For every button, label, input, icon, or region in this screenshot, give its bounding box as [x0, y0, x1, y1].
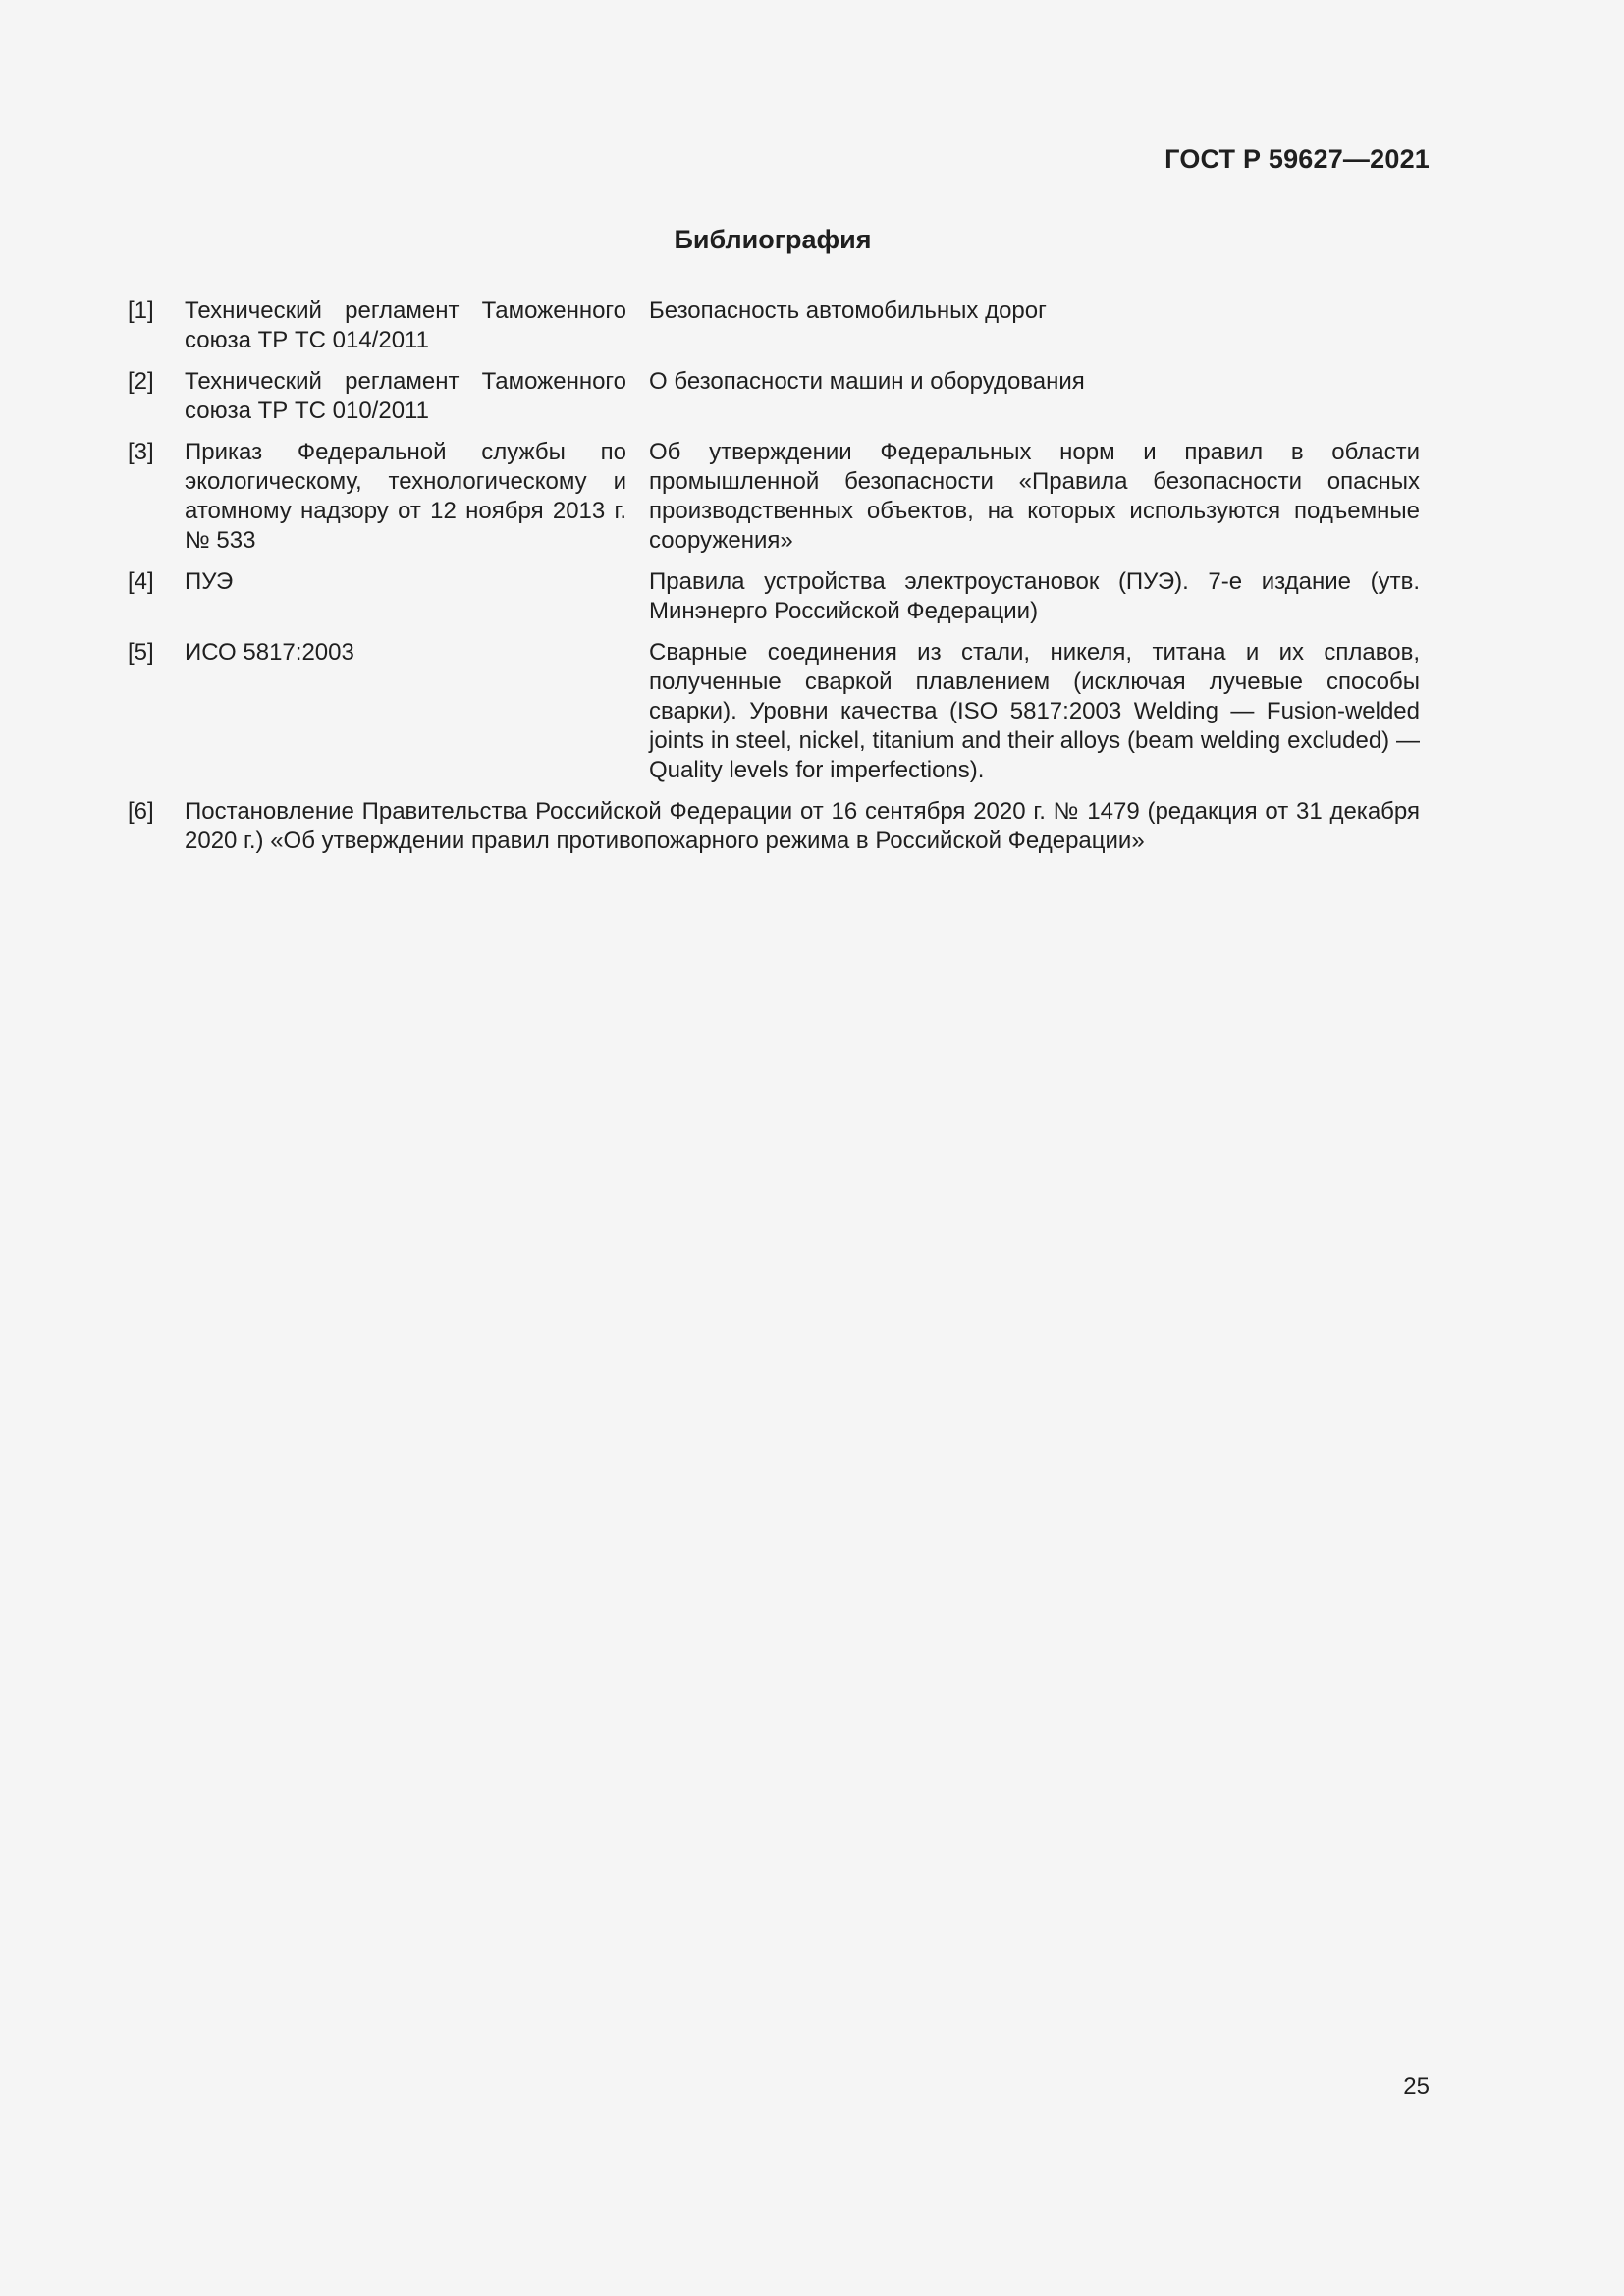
page-number: 25 — [1403, 2073, 1430, 2100]
entry-description: Сварные соединения из стали, никеля, титана и их сплавов, полученные сваркой плавлением (исключая лучевые способы сварки). Уровни качества (ISO 5817:2003 Welding — Fusion-welded joints in steel, nickel, titanium and their alloys (beam welding excluded) — Quality levels for imperfections). — [649, 639, 1420, 783]
page-title: Библиография — [674, 225, 872, 254]
entry-source: Приказ Федеральной службы по экологическому, технологическому и атомному надзору от 12 ноября 2013 г. № 533 — [185, 439, 626, 554]
entry-source: Технический регламент Таможенного союза ТР ТС 014/2011 — [185, 297, 626, 353]
entry-source: Технический регламент Таможенного союза ТР ТС 010/2011 — [185, 368, 626, 424]
entry-number: [1] — [128, 297, 154, 324]
bibliography-entry — [128, 567, 1420, 626]
entry-source: ИСО 5817:2003 — [185, 639, 354, 666]
entry-number: [5] — [128, 639, 154, 666]
entry-number: [6] — [128, 798, 154, 825]
entry-description: О безопасности машин и оборудования — [649, 368, 1085, 395]
bibliography-entry — [128, 367, 1420, 426]
bibliography-list — [128, 296, 1420, 856]
bibliography-entry — [128, 438, 1420, 556]
document-code: ГОСТ Р 59627—2021 — [1164, 144, 1430, 174]
entry-description: Об утверждении Федеральных норм и правил в области промышленной безопасности «Правила безопасности опасных производственных объектов, на которых используются подъемные сооружения» — [649, 439, 1420, 554]
entry-number: [3] — [128, 439, 154, 465]
entry-number: [2] — [128, 368, 154, 395]
entry-description: Правила устройства электроустановок (ПУЭ). 7-е издание (утв. Минэнерго Российской Федерации) — [649, 568, 1420, 624]
bibliography-entry — [128, 638, 1420, 785]
bibliography-entry — [128, 797, 1420, 856]
entry-source: ПУЭ — [185, 568, 234, 595]
bibliography-entry — [128, 296, 1420, 355]
entry-number: [4] — [128, 568, 154, 595]
entry-description: Безопасность автомобильных дорог — [649, 297, 1047, 324]
entry-full-text: Постановление Правительства Российской Федерации от 16 сентября 2020 г. № 1479 (редакция от 31 декабря 2020 г.) «Об утверждении правил противопожарного режима в Российской Федерации» — [185, 798, 1420, 854]
